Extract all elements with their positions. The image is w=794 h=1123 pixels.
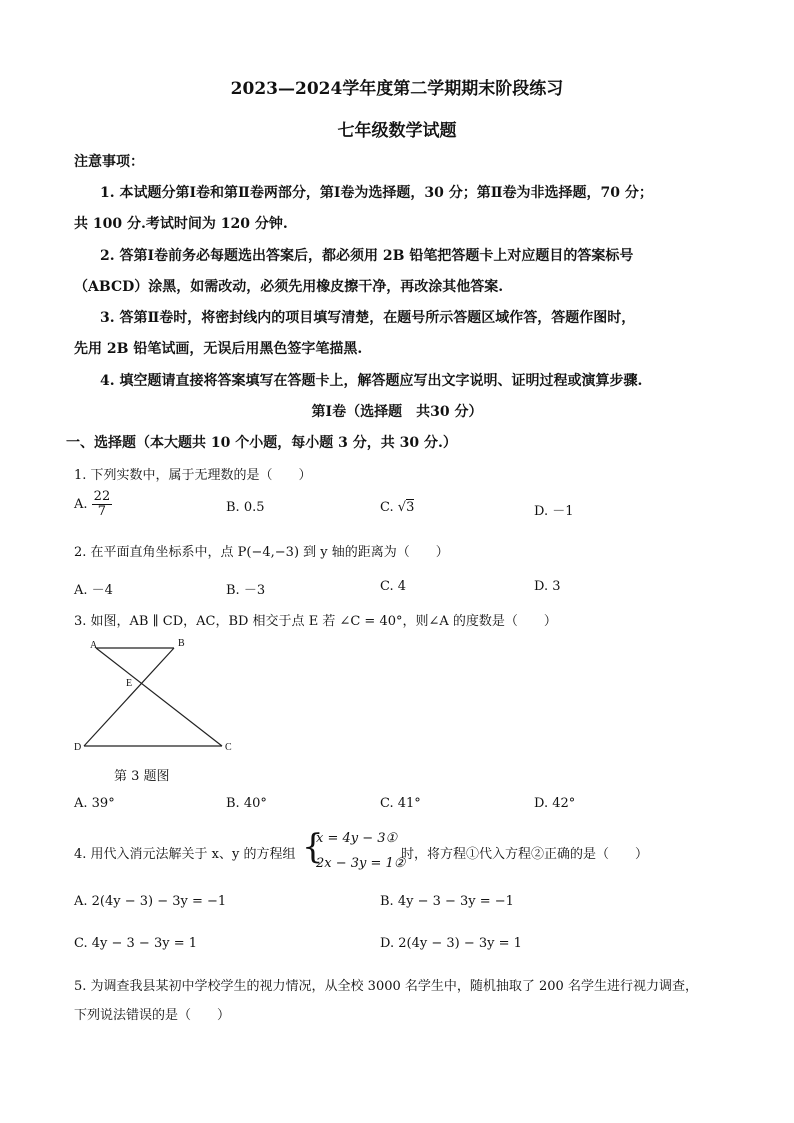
question-4-option-c: C. 4y − 3 − 3y = 1 — [74, 936, 197, 951]
question-3-option-a: A. 39° — [74, 796, 115, 811]
notice-item-3-line-1: 3. 答第Ⅱ卷时，将密封线内的项目填写清楚，在题号所示答题区域作答，答题作图时， — [100, 310, 636, 326]
part-title: 一、选择题（本大题共 10 个小题，每小题 3 分，共 30 分.） — [66, 435, 457, 451]
question-5-stem-line-2: 下列说法错误的是（ ） — [74, 1008, 231, 1023]
label-c: C — [225, 742, 232, 753]
question-2-option-c: C. 4 — [380, 579, 407, 594]
question-4-stem-after: 时，将方程①代入方程②正确的是（ ） — [401, 847, 649, 862]
question-3-option-d: D. 42° — [534, 796, 576, 811]
option-c-label: C. — [380, 500, 394, 515]
question-1-option-a — [74, 490, 112, 519]
notice-item-4: 4. 填空题请直接将答案填写在答题卡上，解答题应写出文字说明、证明过程或演算步骤. — [100, 373, 643, 389]
equation-1: x = 4y − 3① — [316, 831, 398, 846]
volume-title: 第Ⅰ卷（选择题 共30 分） — [311, 404, 483, 420]
question-4-option-a: A. 2(4y − 3) − 3y = −1 — [74, 894, 227, 909]
sqrt-icon: √ — [397, 500, 407, 515]
label-a: A — [90, 640, 98, 651]
question-2-stem: 2. 在平面直角坐标系中，点 P(−4,−3) 到 y 轴的距离为（ ） — [74, 545, 449, 560]
sqrt-radicand: 3 — [406, 500, 415, 515]
notice-item-2-line-2: （ABCD）涂黑，如需改动，必须先用橡皮擦干净，再改涂其他答案. — [74, 279, 504, 295]
notice-item-3-line-2: 先用 2B 铅笔试画，无误后用黑色签字笔描黑. — [74, 341, 363, 357]
figure-caption: 第 3 题图 — [114, 769, 170, 784]
question-1-option-d: D. －1 — [534, 504, 574, 519]
question-3-option-b: B. 40° — [226, 796, 267, 811]
question-3-stem: 3. 如图，AB ∥ CD，AC，BD 相交于点 E 若 ∠C = 40°，则∠A 的度数是（ ） — [74, 614, 557, 629]
label-b: B — [178, 638, 185, 649]
question-2-option-a: A. －4 — [74, 583, 113, 598]
label-e: E — [126, 678, 133, 689]
fraction-numerator: 22 — [93, 489, 111, 504]
segment-ac — [96, 648, 222, 746]
brace-icon: { — [302, 827, 324, 867]
question-4-option-d: D. 2(4y − 3) − 3y = 1 — [380, 936, 522, 951]
question-2-option-d: D. 3 — [534, 579, 561, 594]
segment-bd — [84, 648, 174, 746]
notice-item-2-line-1: 2. 答第Ⅰ卷前务必每题选出答案后，都必须用 2B 铅笔把答题卡上对应题目的答案标号 — [100, 248, 634, 264]
fraction-22-7 — [92, 490, 113, 519]
question-1-option-b: B. 0.5 — [226, 500, 265, 515]
question-4-option-b: B. 4y − 3 − 3y = −1 — [380, 894, 514, 909]
exam-title: 2023—2024学年度第二学期期末阶段练习 — [230, 79, 564, 99]
equation-2: 2x − 3y = 1② — [316, 856, 406, 871]
fraction-denominator: 7 — [97, 504, 107, 519]
question-4-stem-before: 4. 用代入消元法解关于 x、y 的方程组 — [74, 847, 296, 862]
notice-heading: 注意事项： — [74, 154, 144, 170]
notice-item-1-line-2: 共 100 分.考试时间为 120 分钟. — [74, 216, 288, 232]
question-1-option-c — [380, 500, 414, 515]
label-d: D — [74, 742, 82, 753]
question-3-figure — [70, 636, 240, 760]
exam-subtitle: 七年级数学试题 — [337, 121, 457, 141]
question-2-option-b: B. －3 — [226, 583, 266, 598]
option-a-label: A. — [74, 497, 88, 512]
question-1-stem: 1. 下列实数中，属于无理数的是（ ） — [74, 468, 312, 483]
question-5-stem-line-1: 5. 为调查我县某初中学校学生的视力情况，从全校 3000 名学生中，随机抽取了 200 名学生进行视力调查， — [74, 979, 698, 994]
question-3-option-c: C. 41° — [380, 796, 421, 811]
notice-item-1-line-1: 1. 本试题分第Ⅰ卷和第Ⅱ卷两部分，第Ⅰ卷为选择题，30 分；第Ⅱ卷为非选择题，70 分； — [100, 185, 653, 201]
